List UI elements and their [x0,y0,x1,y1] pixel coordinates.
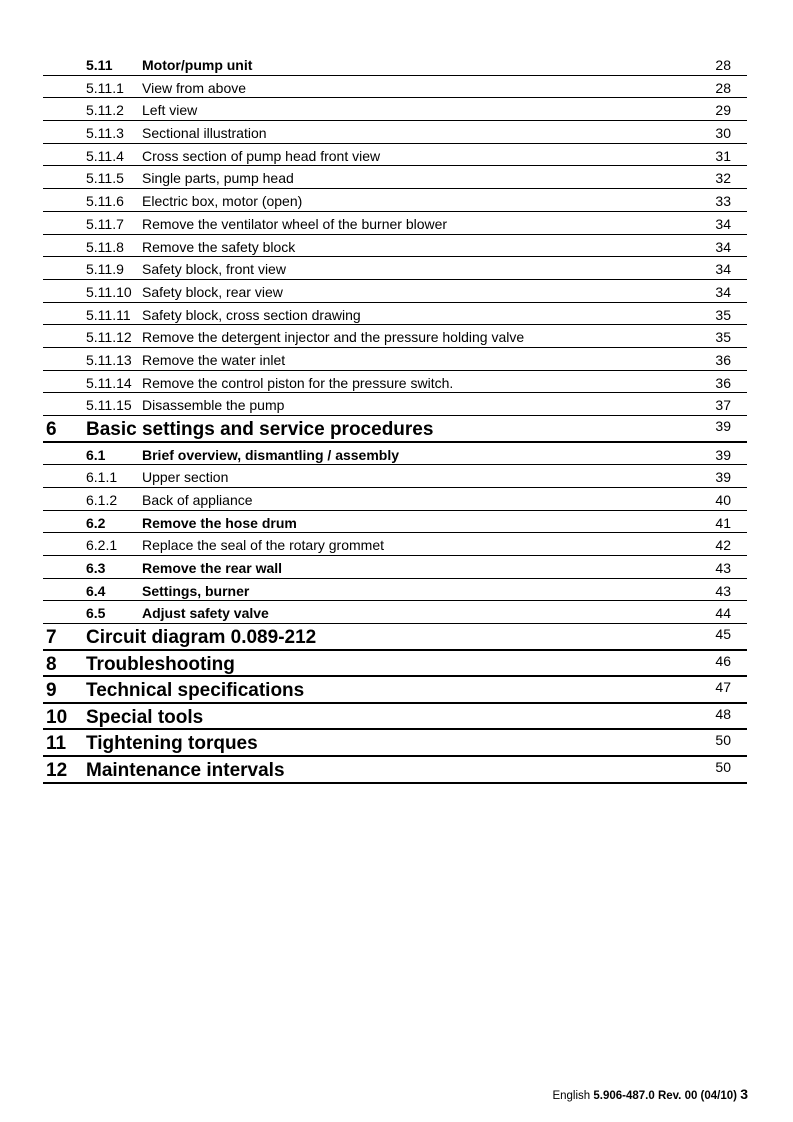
toc-entry-title: Left view [142,102,198,119]
toc-entry-title: Single parts, pump head [142,170,294,187]
toc-entry-number: 12 [46,760,68,782]
toc-entry-page: 28 [715,57,731,73]
toc-entry-page: 34 [715,215,731,232]
toc-entry-title: Adjust safety valve [142,605,269,622]
toc-entry-page: 29 [715,102,731,119]
toc-entry-row[interactable] [43,98,747,121]
toc-entry-page: 43 [715,560,731,577]
toc-entry-title: Technical specifications [86,680,305,702]
toc-entry-page: 48 [715,705,731,722]
toc-entry-row[interactable] [43,579,747,602]
toc-chapter-row[interactable] [43,730,747,757]
toc-entry-number: 5.11.8 [86,238,124,255]
toc-entry-page: 46 [715,652,731,669]
toc-entry-page: 37 [715,397,731,414]
toc-entry-number: 7 [46,627,57,649]
toc-entry-row[interactable] [43,189,747,212]
toc-chapter-row[interactable] [43,704,747,731]
footer-page-number: 3 [740,1086,748,1102]
toc-entry-number: 5.11.9 [86,261,124,278]
toc-entry-number: 6.1.1 [86,469,118,486]
toc-entry-row[interactable] [43,280,747,303]
toc-entry-number: 5.11.4 [86,147,124,164]
toc-entry-row[interactable] [43,601,747,624]
toc-entry-page: 28 [715,79,731,96]
toc-entry-page: 44 [715,605,731,622]
toc-entry-title: Remove the hose drum [142,514,297,531]
toc-entry-page: 35 [715,329,731,346]
toc-entry-page: 32 [715,170,731,187]
toc-entry-title: Replace the seal of the rotary grommet [142,537,385,554]
toc-entry-title: View from above [142,79,247,96]
toc-entry-page: 35 [715,306,731,323]
toc-entry-title: Motor/pump unit [142,57,253,73]
toc-entry-title: Remove the water inlet [142,351,286,368]
toc-entry-number: 6.2.1 [86,537,118,554]
toc-entry-row[interactable] [43,511,747,534]
toc-chapter-row[interactable] [43,677,747,704]
toc-entry-page: 30 [715,125,731,142]
toc-entry-number: 6.4 [86,582,106,599]
toc-entry-number: 6.5 [86,605,106,622]
toc-entry-page: 50 [715,732,731,749]
toc-entry-row[interactable] [43,235,747,258]
toc-entry-number: 6.1.2 [86,491,118,508]
toc-entry-number: 5.11.6 [86,193,124,210]
toc-entry-title: Disassemble the pump [142,397,285,414]
toc-entry-title: Sectional illustration [142,125,267,142]
toc-entry-number: 5.11.7 [86,215,124,232]
toc-entry-title: Remove the ventilator wheel of the burner blower [142,215,448,232]
toc-entry-title: Brief overview, dismantling / assembly [142,446,400,463]
toc-entry-page: 31 [715,147,731,164]
toc-entry-title: Cross section of pump head front view [142,147,381,164]
toc-entry-page: 42 [715,537,731,554]
toc-entry-number: 10 [46,706,68,728]
toc-entry-row[interactable] [43,443,747,466]
toc-entry-row[interactable] [43,533,747,556]
toc-entry-row[interactable] [43,348,747,371]
toc-entry-title: Settings, burner [142,582,250,599]
toc-entry-number: 5.11.12 [86,329,132,346]
toc-entry-row[interactable] [43,371,747,394]
toc-entry-page: 41 [715,514,731,531]
toc-entry-title: Remove the detergent injector and the pressure holding valve [142,329,525,346]
page-footer [552,1086,748,1102]
toc-chapter-row[interactable] [43,757,747,784]
toc-entry-title: Basic settings and service procedures [86,419,434,440]
toc-entry-number: 5.11 [86,57,113,73]
toc-chapter-row[interactable] [43,624,747,651]
toc-chapter-row[interactable] [43,416,747,443]
toc-entry-number: 6 [46,419,57,440]
toc-entry-row[interactable] [43,76,747,99]
toc-entry-row[interactable] [43,144,747,167]
toc-entry-number: 5.11.13 [86,351,132,368]
toc-entry-title: Back of appliance [142,491,253,508]
toc-entry-row[interactable] [43,393,747,416]
toc-entry-row[interactable] [43,556,747,579]
toc-entry-number: 5.11.10 [86,283,132,300]
toc-entry-number: 9 [46,680,57,702]
toc-entry-number: 6.1 [86,446,106,463]
toc-chapter-row[interactable] [43,651,747,678]
toc-entry-title: Electric box, motor (open) [142,193,303,210]
toc-entry-number: 8 [46,653,57,675]
toc-entry-title: Special tools [86,706,204,728]
toc-entry-page: 34 [715,283,731,300]
toc-entry-title: Upper section [142,469,229,486]
footer-doc-code: 5.906-487.0 Rev. 00 (04/10) [593,1090,737,1102]
toc-entry-title: Remove the safety block [142,238,296,255]
footer-language: English [552,1090,591,1102]
toc-entry-number: 5.11.1 [86,79,124,96]
toc-entry-title: Maintenance intervals [86,760,285,782]
toc-entry-number: 5.11.3 [86,125,124,142]
toc-entry-page: 43 [715,582,731,599]
toc-entry-title: Troubleshooting [86,653,235,675]
toc-entry-row[interactable] [43,166,747,189]
toc-entry-title: Remove the control piston for the pressure switch. [142,374,454,391]
toc-entry-row[interactable] [43,121,747,144]
toc-entry-title: Safety block, rear view [142,283,283,300]
toc-entry-row[interactable] [43,465,747,488]
toc-entry-page: 39 [715,418,731,434]
toc-entry-page: 45 [715,626,731,643]
toc-entry-number: 5.11.15 [86,397,132,414]
toc-entry-row[interactable] [43,212,747,235]
toc-entry-row[interactable] [43,257,747,280]
toc-entry-page: 36 [715,374,731,391]
toc-entry-page: 34 [715,238,731,255]
toc-entry-number: 6.3 [86,560,106,577]
toc-entry-number: 11 [46,733,67,755]
toc-entry-number: 5.11.5 [86,170,124,187]
toc-entry-row[interactable] [43,53,747,76]
toc-entry-number: 5.11.2 [86,102,124,119]
toc-entry-title: Circuit diagram 0.089-212 [86,627,317,649]
toc-entry-page: 33 [715,193,731,210]
toc-entry-number: 6.2 [86,514,106,531]
toc-entry-title: Tightening torques [86,733,258,755]
toc-entry-number: 5.11.14 [86,374,132,391]
toc-entry-row[interactable] [43,303,747,326]
toc-entry-page: 34 [715,261,731,278]
toc-entry-page: 40 [715,491,731,508]
toc-entry-page: 39 [715,469,731,486]
toc-entry-row[interactable] [43,325,747,348]
toc-entry-page: 39 [715,446,731,463]
toc-entry-title: Safety block, front view [142,261,286,278]
toc-entry-number: 5.11.11 [86,306,131,323]
toc-entry-title: Remove the rear wall [142,560,283,577]
toc-entry-row[interactable] [43,488,747,511]
toc-entry-page: 47 [715,679,731,696]
toc-entry-page: 36 [715,351,731,368]
toc-entry-page: 50 [715,759,731,776]
toc-entry-title: Safety block, cross section drawing [142,306,361,323]
table-of-contents [43,53,747,784]
